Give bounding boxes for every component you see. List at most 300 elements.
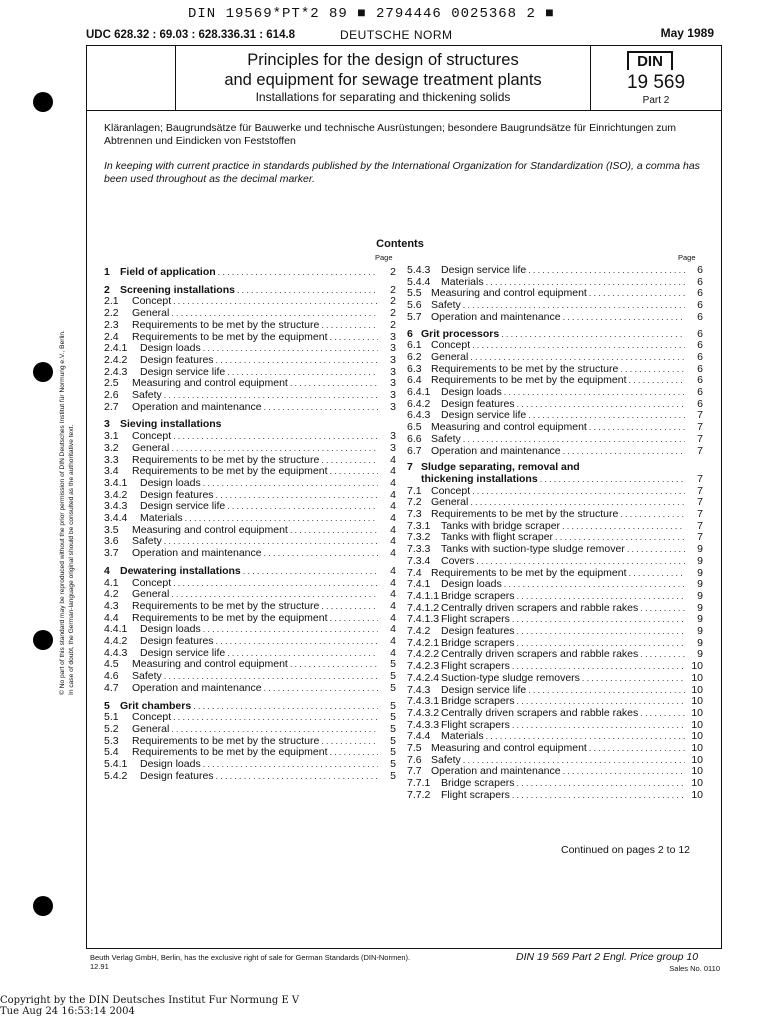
toc-leader-dots [193,701,378,712]
toc-entry-label: Centrally driven scrapers and rabble rakes [441,706,639,719]
toc-entry-number: 3.2 [104,441,119,454]
continued-note: Continued on pages 2 to 12 [561,844,691,856]
toc-entry-page: 9 [697,578,703,591]
toc-entry-number: 7.4.2.4 [407,671,440,684]
toc-entry-label: Covers [441,554,475,567]
toc-leader-dots [164,536,378,547]
toc-entry-label: Requirements to be met by the structure [132,318,320,331]
toc-entry [104,455,396,466]
toc-entry-number: 5.5 [407,287,422,300]
toc-entry-number: 6.5 [407,421,422,434]
toc-entry [104,578,396,589]
toc-entry-number: 7.7.1 [407,777,431,790]
toc-entry-label: Sieving installations [120,418,222,431]
toc-entry [407,649,703,660]
toc-entry [407,544,703,555]
toc-entry-page: 6 [697,397,703,410]
toc-entry [104,601,396,612]
udc-number: UDC 628.32 : 69.03 : 628.336.31 : 614.8 [86,29,296,41]
toc-leader-dots [290,525,378,536]
toc-entry [407,434,703,445]
toc-leader-dots [330,332,378,343]
toc-entry [104,724,396,735]
toc-entry-label: Design features [140,353,214,366]
toc-entry-number: 3.4.3 [104,500,128,513]
toc-entry [407,708,703,719]
toc-entry-label: Requirements to be met by the structure [132,453,320,466]
toc-leader-dots [227,648,378,659]
toc-entry-label: Concept [431,339,471,352]
toc-entry [407,375,703,386]
toc-leader-dots [330,613,378,624]
toc-entry-number: 4.1 [104,576,119,589]
toc-entry [407,778,703,789]
toc-entry-label: Flight scrapers [441,613,510,626]
punch-hole [33,362,53,382]
toc-leader-dots [171,443,378,454]
toc-entry-page: 5 [390,758,396,770]
sales-number: Sales No. 0110 [669,964,720,973]
toc-leader-dots [173,296,378,307]
toc-entry-page: 7 [697,519,703,532]
toc-entry [407,352,703,363]
toc-entry [104,525,396,536]
toc-entry-label: Concept [132,576,172,589]
toc-entry-page: 2 [390,318,396,331]
toc-entry-number: 6.2 [407,350,422,363]
toc-entry [104,759,396,770]
toc-entry-page: 3 [390,330,396,343]
toc-entry [104,589,396,600]
toc-entry-label: Measuring and control equipment [431,287,587,300]
toc-leader-dots [470,497,685,508]
toc-entry-page: 10 [691,753,703,766]
toc-leader-dots [470,352,685,363]
toc-entry-label: General [431,496,469,509]
toc-leader-dots [227,501,378,512]
toc-entry [104,501,396,512]
toc-entry-number: 5.3 [104,734,119,747]
toc-entry-label: Design loads [441,386,502,398]
toc-entry-label: Design loads [140,342,201,355]
toc-entry-number: 2.1 [104,295,119,308]
toc-entry-label: Bridge scrapers [441,636,515,649]
toc-entry-number: 7.2 [407,496,422,509]
toc-entry-page: 6 [697,362,703,375]
toc-entry [407,474,703,485]
toc-leader-dots [640,649,685,660]
toc-entry-number: 6.6 [407,432,422,445]
toc-leader-dots [290,378,378,389]
toc-leader-dots [582,673,685,684]
toc-entry-label: thickening installations [421,472,538,485]
toc-entry [407,614,703,625]
toc-entry-number: 2.4.1 [104,342,128,355]
toc-entry-number: 7.7 [407,765,422,778]
toc-entry [407,486,703,497]
toc-entry-page: 3 [390,342,396,355]
toc-entry-number: 2.2 [104,307,119,320]
toc-entry-label: Design service life [441,683,527,696]
toc-entry-page: 5 [390,670,396,683]
toc-entry [407,364,703,375]
toc-entry [104,308,396,319]
copyright-line-2: Tue Aug 24 16:53:14 2004 [0,1006,135,1017]
toc-entry [407,568,703,579]
toc-entry [104,296,396,307]
toc-entry-page: 3 [390,365,396,378]
toc-entry-label: Operation and maintenance [431,444,561,457]
toc-leader-dots [517,591,685,602]
toc-leader-dots [476,556,685,567]
toc-entry-label: Requirements to be met by the equipment [132,746,328,759]
toc-entry-label: Measuring and control equipment [132,377,288,390]
toc-entry-number: 4 [104,564,110,577]
punch-hole [33,896,53,916]
toc-entry [407,673,703,684]
toc-entry-label: Tanks with suction-type sludge remover [441,543,625,556]
toc-entry-page: 9 [697,613,703,626]
toc-entry-label: Requirements to be met by the equipment [431,566,627,579]
toc-entry [104,712,396,723]
toc-entry-label: Design loads [140,623,201,636]
din-number: 19 569 [626,72,686,93]
din-part: Part 2 [642,95,670,106]
toc-entry-page: 5 [390,699,396,712]
toc-leader-dots [512,614,685,625]
toc-entry-page: 4 [390,611,396,624]
toc-entry-label: Tanks with bridge scraper [441,519,561,532]
toc-entry [104,343,396,354]
toc-entry [104,701,396,712]
toc-entry [407,329,703,340]
toc-entry-label: Centrally driven scrapers and rabble rakes [441,601,639,614]
toc-entry [104,378,396,389]
toc-leader-dots [164,671,378,682]
toc-entry [407,521,703,532]
toc-entry-number: 7.5 [407,742,422,754]
footer-designation: DIN 19 569 Part 2 Engl. Price group 10 [516,951,699,963]
toc-leader-dots [321,320,378,331]
toc-entry-label: Requirements to be met by the equipment [132,611,328,624]
toc-leader-dots [463,300,685,311]
toc-entry-label: Grit processors [421,327,500,340]
toc-leader-dots [517,638,685,649]
toc-entry [407,579,703,590]
toc-leader-dots [629,568,685,579]
toc-entry-page: 2 [390,307,396,320]
side-note-line-2: In case of doubt, the German-language original should be consulted as the authoritative text. [67,424,75,695]
toc-entry-number: 7.4.3.3 [407,718,440,731]
toc-entry-page: 2 [390,295,396,308]
toc-entry [104,367,396,378]
toc-entry [407,532,703,543]
toc-entry-label: Measuring and control equipment [132,658,288,671]
toc-entry-label: Design service life [140,500,226,513]
toc-entry-page: 2 [390,266,396,278]
toc-entry-number: 5.4 [104,746,119,759]
toc-entry [104,683,396,694]
toc-entry-page: 4 [390,599,396,612]
toc-entry [407,399,703,410]
toc-leader-dots [472,340,685,351]
toc-leader-dots [185,513,378,524]
toc-leader-dots [589,288,685,299]
toc-entry-number: 7.4.1.1 [407,589,440,602]
toc-entry [104,636,396,647]
toc-entry-number: 7.4.2.1 [407,636,440,649]
toc-entry-label: General [132,588,170,601]
toc-entry-number: 5.6 [407,299,422,312]
toc-entry [407,720,703,731]
toc-entry-page: 7 [697,444,703,457]
toc-entry-page: 9 [697,543,703,556]
toc-entry-page: 7 [697,409,703,422]
toc-entry [104,355,396,366]
toc-entry-number: 2.7 [104,400,119,413]
toc-entry-number: 7.4.2.3 [407,660,440,673]
toc-entry-label: Operation and maintenance [132,681,262,694]
toc-leader-dots [203,759,378,770]
toc-entry-number: 5.4.2 [104,769,128,782]
toc-entry-number: 3.4 [104,465,119,478]
toc-entry-label: Concept [132,711,172,724]
toc-entry-label: Design loads [441,578,502,591]
toc-entry-number: 4.4.2 [104,635,128,647]
toc-entry [104,659,396,670]
toc-entry [407,591,703,602]
footer-publisher [90,953,410,971]
toc-entry-label: Design loads [140,758,201,770]
document-subtitle: Installations for separating and thickening solids [255,90,511,104]
toc-entry-number: 7.4.1.3 [407,613,440,626]
toc-leader-dots [504,579,685,590]
toc-entry-number: 5.4.4 [407,275,431,288]
toc-entry [104,536,396,547]
toc-entry-page: 10 [691,742,703,754]
toc-leader-dots [264,548,378,559]
toc-entry-label: Requirements to be met by the equipment [132,465,328,478]
toc-entry [407,556,703,567]
toc-entry-page: 10 [691,777,703,790]
toc-leader-dots [203,343,378,354]
toc-entry-label: General [132,722,170,735]
toc-entry-page: 10 [691,671,703,684]
toc-entry-number: 7.3.1 [407,519,431,532]
toc-entry-label: Requirements to be met by the structure [132,599,320,612]
toc-entry-page: 6 [697,275,703,288]
toc-entry-page: 4 [390,547,396,560]
toc-entry [407,743,703,754]
toc-entry-number: 1 [104,266,110,278]
toc-entry-label: Operation and maintenance [132,547,262,560]
toc-entry-number: 6.7 [407,444,422,457]
toc-leader-dots [290,659,378,670]
toc-entry-page: 6 [697,386,703,398]
toc-entry-label: Design features [140,635,214,647]
toc-leader-dots [171,589,378,600]
toc-entry-label: General [431,350,469,363]
toc-entry-page: 7 [697,432,703,445]
toc-entry-number: 6.4.3 [407,409,431,422]
toc-entry [104,513,396,524]
toc-entry-label: Requirements to be met by the structure [132,734,320,747]
toc-entry-number: 7.1 [407,484,422,497]
toc-entry-page: 10 [691,765,703,778]
toc-entry-page: 7 [697,472,703,485]
toc-leader-dots [629,375,685,386]
toc-entry [104,736,396,747]
toc-entry-label: Requirements to be met by the equipment [132,330,328,343]
toc-entry [407,462,703,473]
side-note-line-1: © No part of this standard may be reproduced without the prior permission of DIN Deutsches Institut für Normung e.V., Berlin. [59,330,66,695]
toc-entry [104,390,396,401]
toc-entry-page: 4 [390,523,396,536]
toc-entry-label: Screening installations [120,283,235,296]
toc-entry [104,747,396,758]
german-title: Kläranlagen; Baugrundsätze für Bauwerke und technische Ausrüstungen; besondere Baugrundsätze für Einrichtungen zum Abtrennen und Eindicken von Feststoffen [104,122,677,147]
toc-leader-dots [173,578,378,589]
toc-entry-page: 10 [691,660,703,673]
toc-entry-number: 6.1 [407,339,422,352]
toc-leader-dots [563,766,685,777]
toc-entry-number: 2.4 [104,330,119,343]
toc-entry-label: Centrally driven scrapers and rabble rakes [441,648,639,661]
toc-entry [104,566,396,577]
deutsche-norm-label: DEUTSCHE NORM [340,28,453,42]
toc-entry-label: Safety [431,432,461,445]
toc-entry-page: 4 [390,623,396,636]
toc-entry-page: 7 [697,508,703,520]
toc-entry-page: 10 [691,788,703,801]
toc-leader-dots [171,724,378,735]
toc-entry-number: 7.3 [407,508,422,520]
toc-entry-number: 4.4.3 [104,646,128,659]
toc-entry-page: 4 [390,588,396,601]
toc-leader-dots [486,731,685,742]
toc-leader-dots [216,490,378,501]
toc-leader-dots [264,683,378,694]
toc-entry-page: 6 [697,327,703,340]
toc-entry-page: 6 [697,287,703,300]
toc-entry [407,446,703,457]
toc-entry-number: 3.4.2 [104,488,128,501]
toc-leader-dots [563,312,685,323]
toc-entry-page: 9 [697,589,703,602]
toc-entry [104,443,396,454]
toc-entry-label: Flight scrapers [441,788,510,801]
toc-entry-number: 4.2 [104,588,119,601]
toc-entry-number: 5.4.3 [407,264,431,276]
toc-entry-page: 9 [697,601,703,614]
toc-entry-number: 7 [407,461,413,474]
toc-entry-number: 7.4.3.2 [407,706,440,719]
toc-leader-dots [528,265,685,276]
toc-leader-dots [472,486,685,497]
toc-entry [104,771,396,782]
toc-entry [407,638,703,649]
toc-leader-dots [216,355,378,366]
toc-leader-dots [640,603,685,614]
toc-leader-dots [589,743,685,754]
toc-entry-page: 6 [697,310,703,323]
document-title [176,50,590,90]
toc-entry-label: Materials [140,512,183,524]
toc-entry-page: 10 [691,683,703,696]
toc-leader-dots [171,308,378,319]
toc-leader-dots [243,566,378,577]
toc-entry-page: 9 [697,636,703,649]
toc-leader-dots [640,708,685,719]
toc-leader-dots [330,747,378,758]
toc-leader-dots [512,661,685,672]
punch-hole [33,630,53,650]
toc-entry-number: 5.7 [407,310,422,323]
toc-entry-label: Measuring and control equipment [431,421,587,434]
toc-entry-number: 7.3.2 [407,531,431,544]
toc-entry-number: 3 [104,418,110,431]
title-line-1: Principles for the design of structures [247,51,519,69]
toc-leader-dots [517,399,685,410]
toc-entry-number: 4.7 [104,681,119,694]
toc-entry-page: 3 [390,441,396,454]
footer-code: 12.91 [90,962,109,971]
toc-entry-label: Bridge scrapers [441,589,515,602]
toc-entry-page: 3 [390,377,396,390]
toc-entry [407,497,703,508]
toc-entry-page: 5 [390,722,396,735]
toc-entry [407,277,703,288]
toc-entry-page: 4 [390,512,396,524]
toc-entry-page: 4 [390,476,396,489]
toc-entry-page: 10 [691,730,703,743]
publication-date: May 1989 [660,26,714,40]
toc-entry-number: 5.2 [104,722,119,735]
toc-entry-page: 5 [390,769,396,782]
toc-entry-page: 5 [390,658,396,671]
toc-entry-label: General [132,307,170,320]
toc-entry-label: General [132,441,170,454]
toc-leader-dots [620,364,685,375]
toc-entry [104,332,396,343]
toc-entry-label: Safety [431,299,461,312]
toc-entry-label: Operation and maintenance [431,310,561,323]
title-line-2: and equipment for sewage treatment plants [224,71,542,89]
toc-entry-number: 7.3.4 [407,554,431,567]
punch-hole [33,92,53,112]
toc-entry-page: 3 [390,430,396,443]
toc-leader-dots [227,367,378,378]
toc-entry-label: Dewatering installations [120,564,241,577]
toc-entry-page: 5 [390,746,396,759]
toc-entry-page: 9 [697,554,703,567]
toc-entry-number: 4.4 [104,611,119,624]
toc-entry-page: 9 [697,566,703,579]
toc-leader-dots [528,685,685,696]
toc-entry-number: 2 [104,283,110,296]
toc-entry-page: 7 [697,484,703,497]
toc-entry [104,285,396,296]
toc-entry [104,402,396,413]
toc-leader-dots [216,636,378,647]
toc-leader-dots [203,478,378,489]
toc-entry [104,419,396,430]
toc-leader-dots [512,790,685,801]
toc-entry [104,320,396,331]
toc-entry-number: 7.4 [407,566,422,579]
toc-entry-page: 5 [390,734,396,747]
toc-entry-number: 2.5 [104,377,119,390]
